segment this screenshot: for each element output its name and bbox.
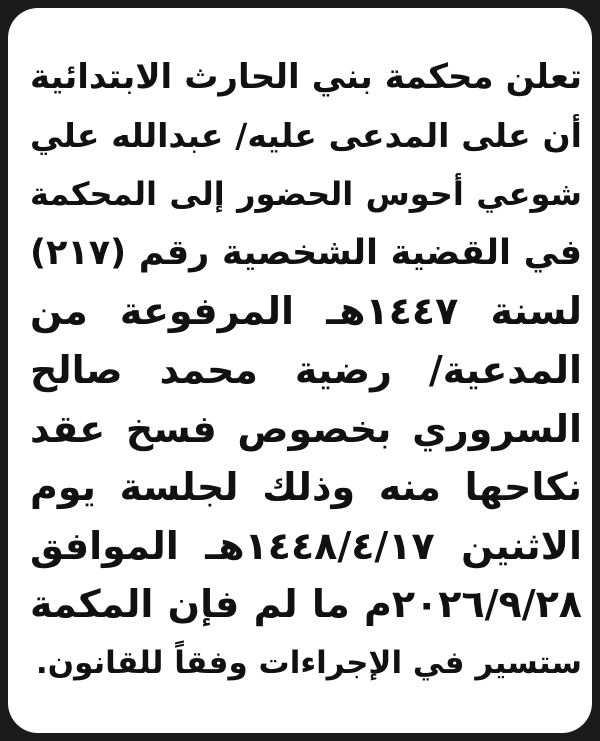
notice-line: الاثنين ١٤٤٨/٤/١٧هـ الموافق bbox=[30, 523, 582, 568]
notice-line: السروري بخصوص فسخ عقد bbox=[30, 406, 582, 451]
notice-line: في القضية الشخصية رقم (٢١٧) bbox=[30, 232, 582, 273]
notice-line: أن على المدعى عليه/ عبدالله علي bbox=[30, 115, 582, 155]
notice-line: نكاحها منه وذلك لجلسة يوم bbox=[30, 465, 582, 510]
notice-line: ٢٠٢٦/٩/٢٨م ما لم فإن المكمة bbox=[30, 582, 582, 627]
notice-panel bbox=[8, 8, 592, 733]
notice-line: تعلن محكمة بني الحارث الابتدائية bbox=[30, 57, 582, 97]
court-notice-text bbox=[30, 48, 582, 693]
notice-line: لسنة ١٤٤٧هـ المرفوعة من bbox=[30, 289, 582, 334]
notice-line: المدعية/ رضية محمد صالح bbox=[30, 347, 582, 392]
notice-line: ستسير في الإجراءات وفقاً للقانون. bbox=[35, 644, 582, 681]
notice-line: شوعي أحوس الحضور إلى المحكمة bbox=[30, 175, 582, 214]
